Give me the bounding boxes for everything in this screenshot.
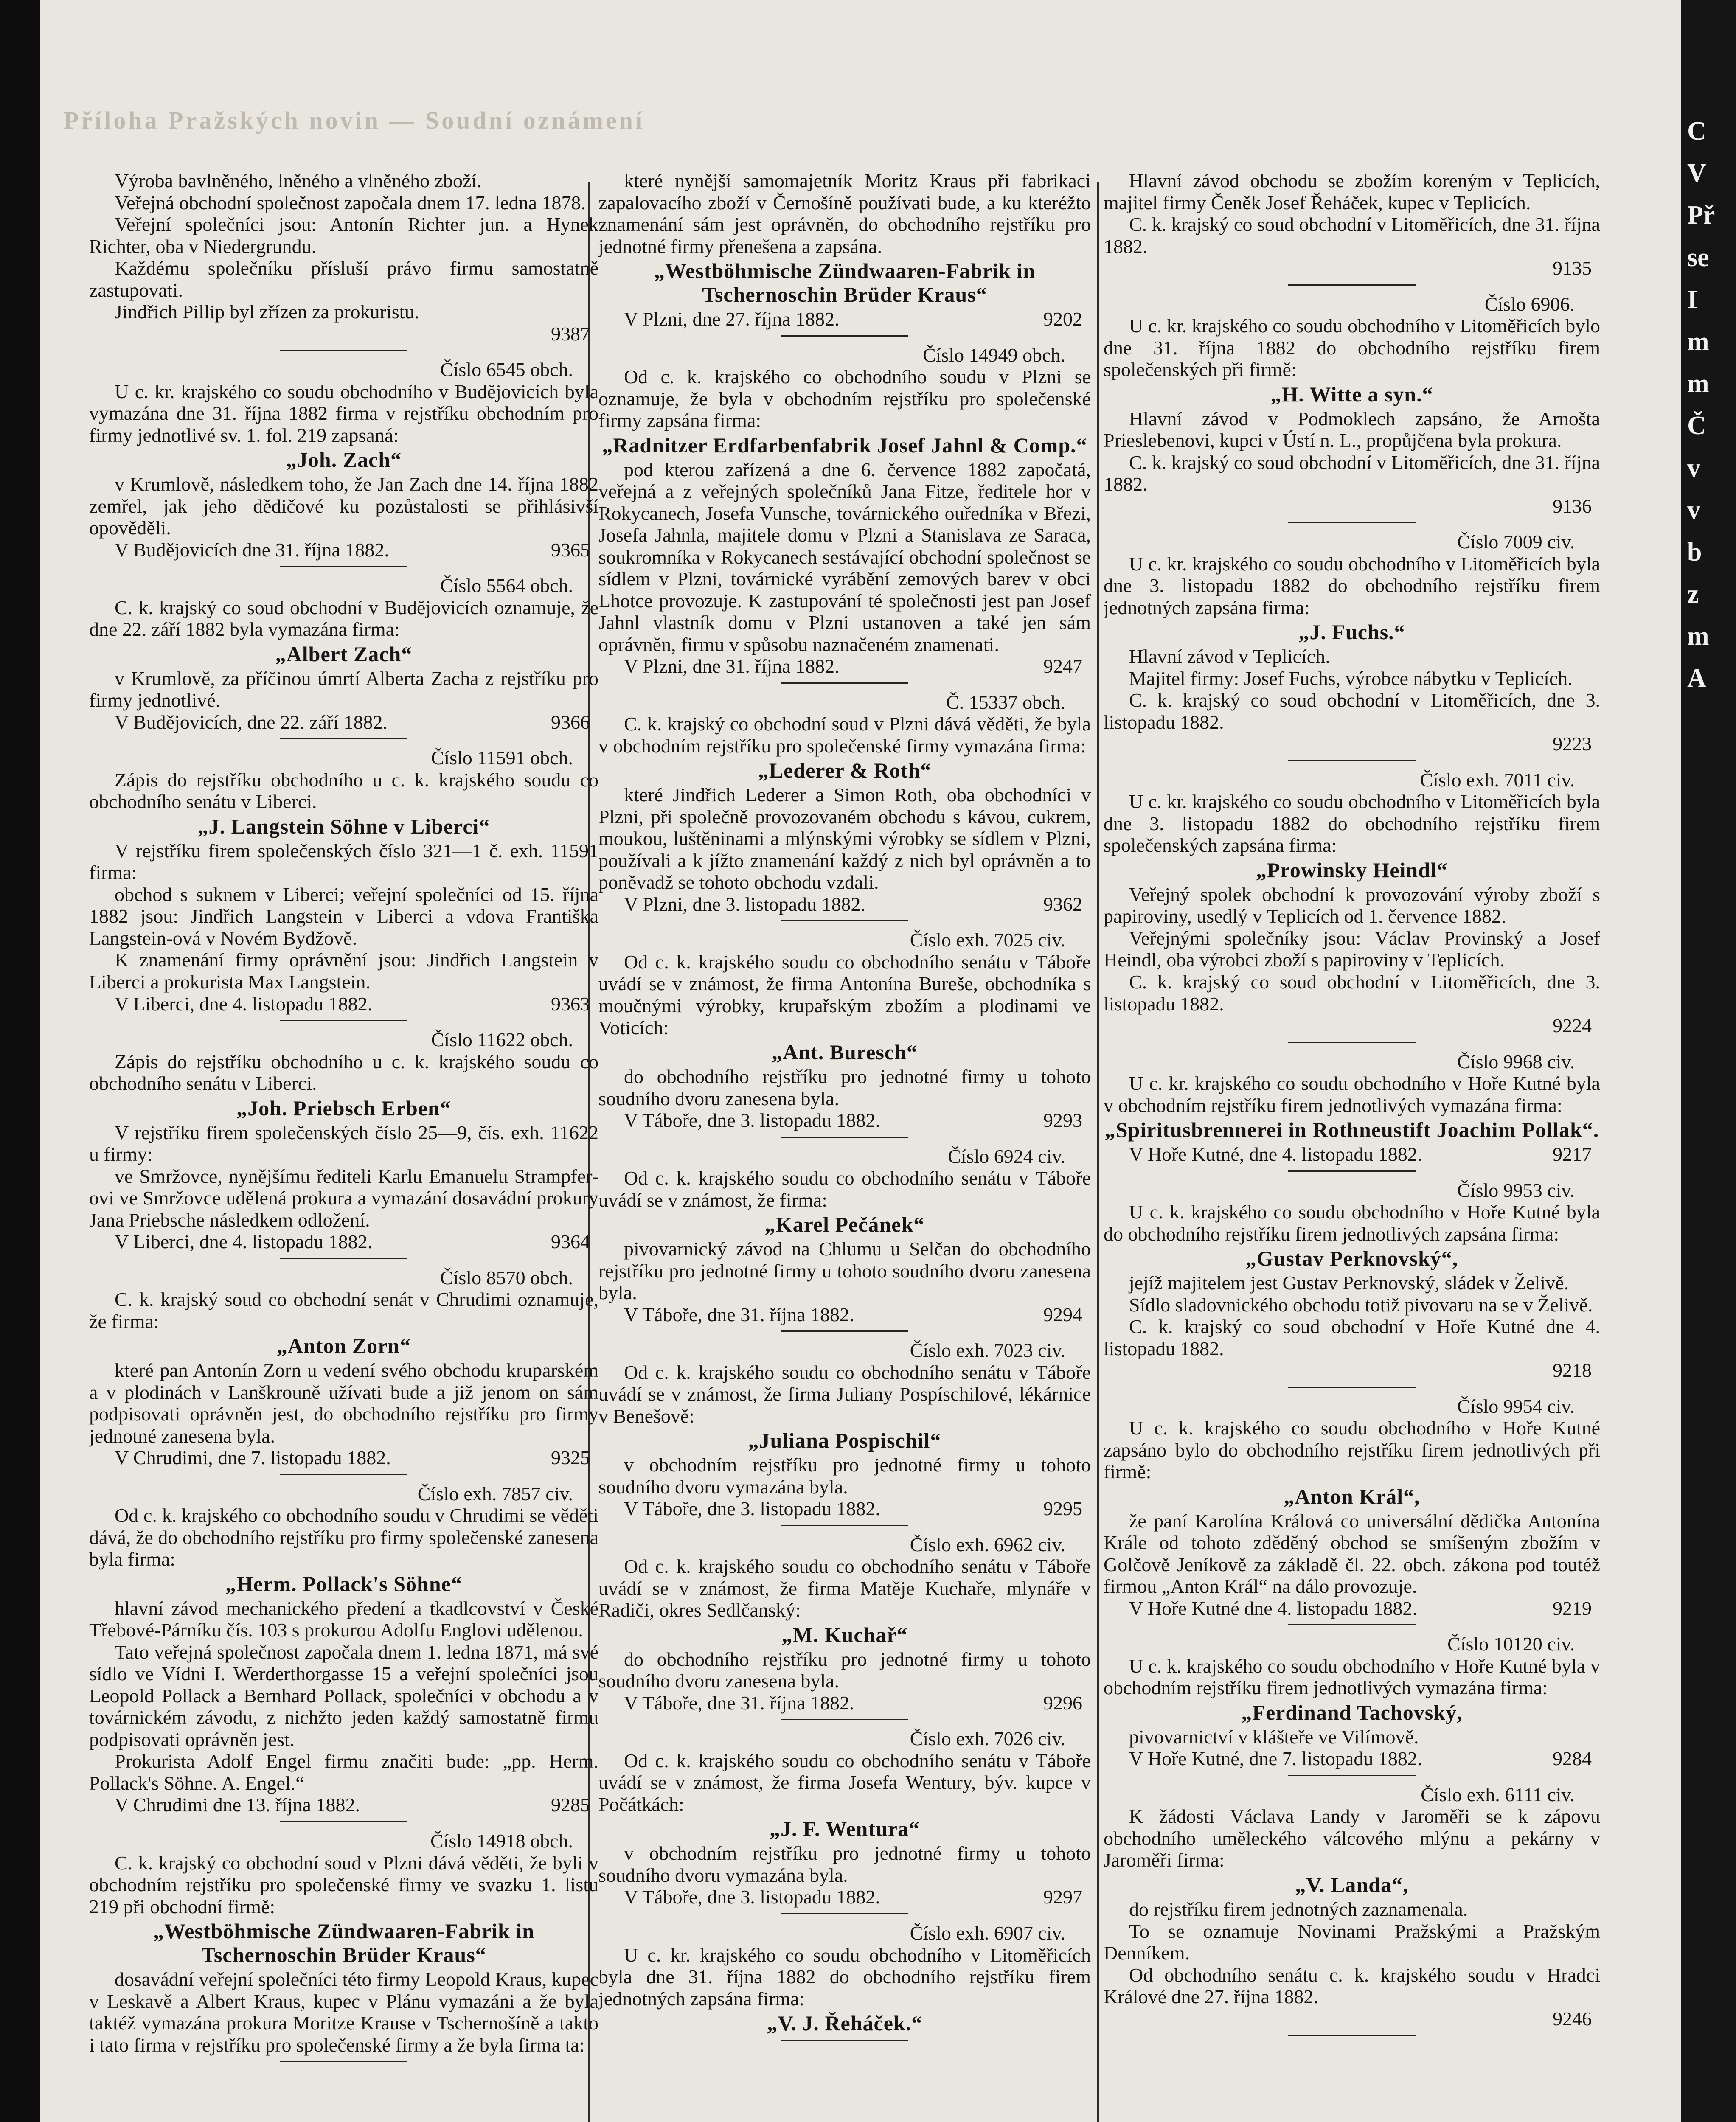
notice-place-date: V Budějovicích dne 31. října 1882. [115, 539, 389, 561]
notice-paragraph: do obchodního rejstříku pro jednotné firmy u tohoto soudního dvoru zanesena byla. [598, 1066, 1091, 1109]
court-notice [598, 929, 1091, 1137]
notice-id: 9366 [551, 711, 590, 733]
notice-id: 9246 [1553, 2007, 1592, 2029]
notice-id: 9294 [1043, 1303, 1082, 1325]
notice-paragraph: do obchodního rejstříku pro jednotné firmy u tohoto soudního dvoru zanesena byla. [598, 1648, 1091, 1692]
notice-paragraph: do rejstříku firem jednotných zaznamenala. [1129, 1898, 1468, 1920]
notice-id: 9135 [1553, 257, 1592, 279]
fragment-letter: Č [1687, 411, 1706, 441]
notice-number: Číslo 14918 obch. [430, 1830, 573, 1852]
notice-paragraph: Od obchodního senátu c. k. krajského soudu v Hradci Králové dne 27. října 1882. [1104, 1964, 1600, 2008]
notice-number: Číslo 11622 obch. [431, 1029, 573, 1051]
fragment-letter: A [1687, 664, 1706, 693]
notice-divider [280, 1020, 407, 1021]
notice-number: Číslo 6906. [1484, 293, 1575, 315]
notice-id: 9247 [1043, 655, 1082, 677]
notice-divider [781, 1137, 908, 1138]
notice-paragraph: Od c. k. krajského soudu co obchodního senátu v Táboře uvádí se v známost, že firma Juliany Pospíschilové, lékárnice v Benešově: [598, 1361, 1091, 1427]
notice-paragraph: Majitel firmy: Josef Fuchs, výrobce nábytku v Teplicích. [1129, 667, 1573, 689]
fragment-letter: v [1687, 495, 1700, 525]
notice-number: Číslo 9953 civ. [1457, 1179, 1575, 1201]
notice-paragraph: K žádosti Václava Landy v Jaroměři se k zápovu obchodního uměleckého válcového mlýnu a pekárny v Jaroměři firma: [1104, 1805, 1600, 1871]
notice-paragraph: Hlavní závod v Teplicích. [1129, 646, 1330, 668]
notice-divider [781, 2040, 908, 2041]
notice-paragraph: Hlavní závod obchodu se zbožím koreným v Teplicích, majitel firmy Čeněk Josef Řeháček, kupec v Teplicích. [1104, 170, 1600, 213]
notice-number: Číslo 10120 civ. [1447, 1633, 1575, 1655]
notice-paragraph: pivovarnictví v klášteře ve Vilímově. [1129, 1726, 1419, 1748]
notice-paragraph: jejíž majitelem jest Gustav Perknovský, sládek v Želivě. [1129, 1272, 1569, 1294]
notice-place-date: V Táboře, dne 31. října 1882. [624, 1692, 854, 1714]
court-notice [89, 747, 598, 1021]
notice-paragraph: v Krumlově, za příčinou úmrtí Alberta Zacha z rejstříku pro firmy jednotlivé. [89, 667, 598, 711]
notice-paragraph: v obchodním rejstříku pro jednotné firmy u tohoto soudního dvoru vymazána byla. [598, 1454, 1091, 1498]
notice-paragraph: Prokurista Adolf Engel firmu značiti bude: „pp. Herm. Pollack's Söhne. A. Engel.“ [89, 1750, 598, 1794]
notice-id: 9293 [1043, 1109, 1082, 1131]
notice-number: Číslo exh. 6111 civ. [1421, 1783, 1575, 1805]
fragment-letter: C [1687, 117, 1706, 146]
notice-place-date: V Budějovicích, dne 22. září 1882. [115, 711, 388, 733]
notice-footer [1104, 1359, 1600, 1381]
notice-id: 9285 [551, 1794, 590, 1816]
notice-divider [280, 738, 407, 739]
notice-id: 9296 [1043, 1692, 1082, 1714]
court-notice [89, 1830, 598, 2062]
notice-paragraph: V rejstříku firem společenských číslo 321—1 č. exh. 11591 firma: [89, 839, 598, 884]
notice-number: Číslo exh. 7023 civ. [910, 1339, 1065, 1361]
notice-place-date: V Liberci, dne 4. listopadu 1882. [115, 993, 373, 1015]
fragment-letter: b [1687, 537, 1702, 567]
notice-footer [598, 1304, 1091, 1326]
notice-divider [1288, 1042, 1416, 1043]
notice-id: 9365 [551, 539, 590, 561]
notice-divider [781, 1330, 908, 1332]
notice-paragraph: Tato veřejná společnost započala dnem 1. ledna 1871, má své sídlo ve Vídni I. Werderthorgasse 15 a veřejní společníci jsou Leopold Pollack a Bernhard Pollack, společníci v obchodu a v továrnickém závodu, z nichžto jeden každý samostatně firmu podpisovati oprávněn jest. [89, 1641, 598, 1750]
court-notice [1104, 1395, 1600, 1626]
fragment-letter: v [1687, 453, 1700, 483]
court-notice [598, 691, 1091, 922]
fragment-letter: se [1687, 243, 1709, 272]
notice-footer [598, 1692, 1091, 1714]
notice-paragraph: Každému společníku přísluší právo firmu samostatně zastupovati. [89, 257, 598, 301]
court-notice [598, 1339, 1091, 1526]
notice-paragraph: C. k. krajský co soud obchodní v Litoměřicích, dne 31. října 1882. [1104, 451, 1600, 495]
court-notice [89, 1267, 598, 1475]
notice-paragraph: Od c. k. krajského co obchodního soudu v Chrudimi se věděti dává, že do obchodního rejstříku pro firmy společenské zanesena byla firma: [89, 1504, 598, 1570]
notice-divider [1288, 284, 1416, 286]
notice-paragraph: že paní Karolína Králová co universální dědička Antonína Krále od tohoto zděděný obchod se smíšeným zbožím v Golčově Jeníkově za základě čl. 22. obch. zákona pod toutéž firmou „Anton Král“ na dálo provozuje. [1104, 1510, 1600, 1597]
notice-paragraph: Zápis do rejstříku obchodního u c. k. krajského soudu co obchodního senátu v Liberci. [89, 1050, 598, 1095]
notice-number: Číslo exh. 6907 civ. [910, 1922, 1065, 1944]
column-2 [598, 170, 1091, 2122]
header-strip [64, 106, 1677, 153]
notice-place-date: V Chrudimi dne 13. října 1882. [115, 1794, 360, 1816]
notice-paragraph: které Jindřich Lederer a Simon Roth, oba obchodníci v Plzni, při společně provozovaném obchodu s kávou, cukrem, moukou, luštěninami a mlýnskými výrobky se sídlem v Plzni, používali a k jížto znamenání každý z nich byl oprávněn a to poněvadž se tohoto obchodu vzdali. [598, 784, 1091, 893]
notice-paragraph: U c. k. krajského co soudu obchodního v Hoře Kutné zapsáno bylo do obchodního rejstříku firem jednotlivých při firmě: [1104, 1417, 1600, 1483]
notice-paragraph: které nynější samomajetník Moritz Kraus při fabrikaci zapalovacího zboží v Černošíně používati bude, a ku kteréžto znamenání sám jest oprávněn, do obchodního rejstříku pro jednotné firmy přenešena a zapsána. [598, 170, 1091, 257]
firm-name: „M. Kuchař“ [781, 1622, 908, 1647]
court-notice [89, 170, 598, 351]
court-notice [89, 575, 598, 739]
court-notice [598, 1145, 1091, 1332]
court-notice [1104, 170, 1600, 286]
notice-divider [1288, 1170, 1416, 1172]
notice-place-date: V Hoře Kutné, dne 7. listopadu 1882. [1129, 1748, 1422, 1770]
notice-place-date: V Táboře, dne 3. listopadu 1882. [624, 1886, 880, 1908]
notice-paragraph: C. k. krajský co soud obchodní v Litoměřicích, dne 31. října 1882. [1104, 213, 1600, 257]
firm-name: „Anton Zorn“ [276, 1334, 411, 1358]
notice-footer [598, 655, 1091, 677]
notice-footer [89, 1447, 598, 1469]
court-notice [598, 1728, 1091, 1914]
notice-id: 9325 [551, 1447, 590, 1469]
notice-paragraph: které pan Antonín Zorn u vedení svého obchodu kruparském a v plodinách v Lanškrouně užívati bude a již jenom on sám podpisovati oprávněn jest, do obchodního rejstříku pro firmy jednotné zanesena byla. [89, 1359, 598, 1447]
notice-footer [89, 1231, 598, 1253]
notice-footer [89, 323, 598, 345]
court-notice [89, 359, 598, 567]
fragment-letter: m [1687, 622, 1709, 651]
notice-paragraph: obchod s suknem v Liberci; veřejní společníci od 15. října 1882 jsou: Jindřich Langstein v Liberci a vdova Františka Langstein-ová v Novém Bydžově. [89, 883, 598, 949]
notice-paragraph: C. k. krajský co soud obchodní v Hoře Kutné dne 4. listopadu 1882. [1104, 1316, 1600, 1359]
notice-divider [781, 1719, 908, 1720]
notice-footer [1104, 2008, 1600, 2030]
notice-divider [1288, 1775, 1416, 1776]
court-notice [89, 1029, 598, 1259]
firm-name: „J. Fuchs.“ [1298, 620, 1405, 644]
firm-name: „V. J. Řeháček.“ [767, 2011, 923, 2035]
notice-footer [1104, 1143, 1600, 1165]
firm-name: „Spiritusbrennerei in Rothneustift Joachim Pollak“. [1104, 1118, 1599, 1142]
notice-paragraph: Od c. k. krajského co obchodního soudu v Plzni se oznamuje, že byla v obchodním rejstříku pro společenské firmy zapsána firma: [598, 366, 1091, 432]
notice-paragraph: Od c. k. krajského soudu co obchodního senátu v Táboře uvádí se v známost, že firma Matěje Kuchaře, mlynáře v Radiči, okres Sedlčanský: [598, 1555, 1091, 1621]
notice-paragraph: U c. kr. krajského co soudu obchodního v Budějovicích byla vymazána dne 31. října 1882 firma v rejstříku obchodním pro firmy jednotlivé sv. 1. fol. 219 zapsaná: [89, 380, 598, 446]
notice-paragraph: ve Smržovce, nynějšímu řediteli Karlu Emanuelu Strampfer-ovi ve Smržovce udělená prokura a vymazání dosavádní prokury Jana Priebsche následkem odložení. [89, 1165, 598, 1231]
firm-name: „Herm. Pollack's Söhne“ [225, 1572, 462, 1596]
firm-name: „Prowinsky Heindl“ [1256, 858, 1448, 882]
notice-paragraph: Sídlo sladovnického obchodu totiž pivovaru na se v Želivě. [1129, 1294, 1593, 1316]
firm-name: „Westböhmische Zündwaaren-Fabrik in Tschernoschin Brüder Kraus“ [153, 1919, 535, 1967]
notice-paragraph: v Krumlově, následkem toho, že Jan Zach dne 14. října 1882 zemřel, jak jeho dědičové ku pozůstalosti se přihlásivší opověděli. [89, 473, 598, 539]
notice-paragraph: To se oznamuje Novinami Pražskými a Pražským Denníkem. [1104, 1920, 1600, 1964]
fragment-letter: z [1687, 580, 1699, 609]
notice-place-date: V Hoře Kutné dne 4. listopadu 1882. [1129, 1597, 1417, 1619]
notice-footer [1104, 1748, 1600, 1770]
fragment-letter: m [1687, 369, 1709, 399]
notice-paragraph: C. k. krajský co soud obchodní v Litoměřicích, dne 3. listopadu 1882. [1104, 689, 1600, 733]
notice-paragraph: C. k. krajský co obchodní soud v Plzni dává věděti, že byla v obchodním rejstříku pro společenské firmy vymazána firma: [598, 713, 1091, 757]
notice-id: 9364 [551, 1231, 590, 1253]
notice-divider [1288, 1624, 1416, 1625]
notice-paragraph: Výroba bavlněného, lněného a vlněného zboží. [115, 170, 482, 191]
court-notice [1104, 1179, 1600, 1388]
notice-id: 9297 [1043, 1886, 1082, 1908]
notice-number: Číslo 14949 obch. [922, 344, 1065, 366]
column-rule-2 [1097, 182, 1099, 2122]
notice-place-date: V Hoře Kutné, dne 4. listopadu 1882. [1129, 1143, 1422, 1165]
notice-divider [781, 1525, 908, 1526]
notice-number: Číslo 11591 obch. [431, 747, 573, 769]
notice-place-date: V Táboře, dne 3. listopadu 1882. [624, 1498, 880, 1520]
notice-divider [781, 682, 908, 684]
firm-name: „Albert Zach“ [275, 642, 413, 666]
firm-name: „Westböhmische Zündwaaren-Fabrik in Tschernoschin Brüder Kraus“ [654, 259, 1036, 307]
notice-place-date: V Táboře, dne 3. listopadu 1882. [624, 1109, 880, 1131]
firm-name: „Lederer & Roth“ [758, 758, 932, 783]
header-faint-title: Příloha Pražských novin — Soudní oznámení [64, 107, 645, 134]
notice-divider [1288, 1387, 1416, 1388]
notice-divider [280, 566, 407, 567]
notice-paragraph: U c. kr. krajského co soudu obchodního v Litoměřicích bylo dne 31. října 1882 do obchodního rejstříku firem společenských při firmě: [1104, 315, 1600, 381]
notice-id: 9284 [1553, 1748, 1592, 1770]
notice-paragraph: C. k. krajský co obchodní soud v Plzni dává věděti, že byli v obchodním rejstříku pro společenské firmy ve svazku 1. listu 219 při obchodní firmě: [89, 1852, 598, 1917]
notice-paragraph: U c. kr. krajského co soudu obchodního v Litoměřicích byla dne 31. října 1882 do obchodního rejstříku firem jednotných zapsána firma: [598, 1944, 1091, 2010]
notice-paragraph: hlavní závod mechanického předení a tkadlcovství v České Třebové-Párníku čís. 103 s prokurou Adolfu Englovi udělenou. [89, 1597, 598, 1641]
court-notice [1104, 293, 1600, 524]
firm-name: „H. Witte a syn.“ [1270, 382, 1433, 406]
notice-paragraph: pod kterou zařízená a dne 6. července 1882 započatá, veřejná a z veřejných společníků Jana Fitze, ředitele hor v Rokycanech, Josefa Vunsche, továrnického ouředníka v Březi, Josefa Jahnla, majitele domu v Plzni a Stanislava ze Saraca, soukromníka v Rokycanech sestávající obchodní společnost se sídlem v Plzni, továrnické vyrábění zemových barev v obci Lhotce provozuje. K zastupování té společnosti jest pan Josef Jahnl vlastník domu v Plzni ustanoven a také jen sám oprávněn, firmu v spůsobu naznačeném znamenati. [598, 458, 1091, 655]
notice-id: 9202 [1043, 308, 1082, 330]
court-notice [1104, 769, 1600, 1043]
notice-divider [781, 1913, 908, 1914]
fragment-letter: V [1687, 159, 1706, 188]
firm-name: „Ant. Buresch“ [772, 1040, 918, 1064]
notice-footer [89, 1794, 598, 1816]
notice-paragraph: Od c. k. krajského soudu co obchodního senátu v Táboře uvádí se v známost, že firma Josefa Wentury, býv. kupce v Počátkách: [598, 1749, 1091, 1815]
court-notice [1104, 1051, 1600, 1172]
notice-id: 9224 [1553, 1015, 1592, 1037]
notice-divider [1288, 760, 1416, 761]
notice-paragraph: Od c. k. krajského soudu co obchodního senátu v Táboře uvádí se v známost, že firma: [598, 1167, 1091, 1211]
notice-number: Číslo exh. 6962 civ. [910, 1533, 1065, 1555]
notice-divider [280, 1258, 407, 1259]
notice-paragraph: C. k. krajský co soud obchodní v Budějovicích oznamuje, že dne 22. září 1882 byla vymazána firma: [89, 596, 598, 640]
notice-number: Číslo exh. 7025 civ. [910, 929, 1065, 951]
notice-footer [1104, 257, 1600, 279]
notice-id: 9219 [1553, 1597, 1592, 1619]
fragment-letter: m [1687, 327, 1709, 356]
notice-paragraph: Od c. k. krajského soudu co obchodního senátu v Táboře uvádí se v známost, že firma Antonína Bureše, obchodníka s moučnými výrobky, krupařským zbožím a plodinami ve Voticích: [598, 951, 1091, 1039]
firm-name: „Radnitzer Erdfarbenfabrik Josef Jahnl & Comp.“ [602, 433, 1087, 457]
notice-footer [1104, 1015, 1600, 1037]
notice-paragraph: dosavádní veřejní společníci této firmy Leopold Kraus, kupec v Leskavě a Albert Kraus, kupec v Plánu vymazáni a že byla taktéž vymazána prokura Moritze Krause v Tschernošíně a takto i tato firma v rejstříku pro společenské firmy a že byla firma ta: [89, 1968, 598, 2056]
firm-name: „Joh. Priebsch Erben“ [236, 1096, 451, 1120]
court-notice [1104, 1784, 1600, 2036]
court-notice [1104, 531, 1600, 761]
notice-paragraph: C. k. krajský soud co obchodní senát v Chrudimi oznamuje, že firma: [89, 1288, 598, 1332]
notice-id: 9295 [1043, 1498, 1082, 1520]
notice-footer [89, 711, 598, 733]
court-notice [598, 344, 1091, 684]
court-notice [598, 1534, 1091, 1721]
firm-name: „Juliana Pospischil“ [748, 1429, 941, 1453]
notice-divider [1288, 2035, 1416, 2036]
notice-paragraph: Zápis do rejstříku obchodního u c. k. krajského soudu co obchodního senátu v Liberci. [89, 769, 598, 813]
notice-paragraph: v obchodním rejstříku pro jednotné firmy u tohoto soudního dvoru vymazána byla. [598, 1842, 1091, 1886]
next-page-fragment [1687, 110, 1736, 2122]
notice-divider [280, 1474, 407, 1475]
notice-paragraph: Veřejní společníci jsou: Antonín Richter jun. a Hynek Richter, oba v Niedergrundu. [89, 213, 598, 257]
firm-name: „Karel Pečánek“ [764, 1213, 925, 1237]
notice-number: Číslo 9954 civ. [1457, 1395, 1575, 1417]
firm-name: „Gustav Perknovský“, [1245, 1246, 1458, 1271]
notice-paragraph: U c. kr. krajského co soudu obchodního v Litoměřicích byla dne 3. listopadu 1882 do obchodního rejstříku firem společenských zapsána firma: [1104, 791, 1600, 856]
notice-place-date: V Chrudimi, dne 7. listopadu 1882. [115, 1447, 391, 1469]
notice-number: Číslo exh. 7026 civ. [910, 1728, 1065, 1750]
column-3 [1104, 170, 1600, 2122]
notice-paragraph: K znamenání firmy oprávnění jsou: Jindřich Langstein v Liberci a prokurista Max Langstein. [89, 949, 598, 993]
court-notice [1104, 1633, 1600, 1776]
notice-footer [598, 1109, 1091, 1131]
notice-paragraph: Veřejná obchodní společnost započala dnem 17. ledna 1878. [115, 191, 586, 213]
notice-id: 9362 [1043, 893, 1082, 915]
column-1 [89, 170, 598, 2122]
notice-footer [598, 893, 1091, 915]
notice-footer [89, 539, 598, 561]
notice-number: Číslo 7009 civ. [1457, 531, 1575, 553]
firm-name: „J. Langstein Söhne v Liberci“ [197, 814, 490, 838]
notice-paragraph: V rejstříku firem společenských číslo 25—9, čís. exh. 11622 u firmy: [89, 1121, 598, 1165]
notice-paragraph: U c. kr. krajského co soudu obchodního v Hoře Kutné byla v obchodním rejstříku firem jednotlivých vymazána firma: [1104, 1072, 1600, 1116]
notice-number: Číslo 6545 obch. [440, 359, 573, 381]
notice-divider [280, 350, 407, 351]
notice-number: Č. 15337 obch. [946, 691, 1065, 713]
notice-id: 9223 [1553, 733, 1592, 755]
notice-id: 9363 [551, 993, 590, 1015]
notice-place-date: V Liberci, dne 4. listopadu 1882. [115, 1231, 373, 1253]
notice-paragraph: Veřejnými společníky jsou: Václav Provinský a Josef Heindl, oba výrobci zboží s papiroviny v Teplicích. [1104, 927, 1600, 971]
fragment-letter: Př [1687, 201, 1715, 230]
notice-paragraph: Veřejný spolek obchodní k provozování výroby zboží s papiroviny, usedlý v Teplicích od 1. července 1882. [1104, 883, 1600, 927]
notice-place-date: V Táboře, dne 31. října 1882. [624, 1303, 854, 1325]
notice-footer [89, 993, 598, 1015]
notice-number: Číslo 9968 civ. [1457, 1050, 1575, 1072]
page-edge-left [0, 0, 40, 2122]
notice-place-date: V Plzni, dne 3. listopadu 1882. [624, 893, 866, 915]
notice-footer [1104, 1597, 1600, 1620]
notice-footer [598, 1498, 1091, 1520]
court-notice [598, 170, 1091, 337]
fragment-letter: I [1687, 285, 1698, 314]
notice-number: Číslo 5564 obch. [440, 575, 573, 597]
notice-footer [1104, 733, 1600, 755]
notice-number: Číslo exh. 7857 civ. [417, 1482, 573, 1504]
court-notice [89, 1483, 598, 1822]
firm-name: „Ferdinand Tachovský, [1241, 1700, 1463, 1724]
notice-divider [280, 1821, 407, 1822]
court-notice [598, 1922, 1091, 2041]
notice-footer [598, 1886, 1091, 1908]
notice-number: Číslo 8570 obch. [440, 1266, 573, 1288]
notice-paragraph: C. k. krajský co soud obchodní v Litoměřicích, dne 3. listopadu 1882. [1104, 971, 1600, 1015]
notice-number: Číslo 6924 civ. [948, 1145, 1065, 1167]
firm-name: „V. Landa“, [1295, 1873, 1409, 1897]
notice-number: Číslo exh. 7011 civ. [1420, 769, 1575, 791]
notice-paragraph: pivovarnický závod na Chlumu u Selčan do obchodního rejstříku pro jednotné firmy u tohoto soudního dvoru zanesena byla. [598, 1238, 1091, 1304]
notice-id: 9136 [1553, 495, 1592, 517]
firm-name: „Anton Král“, [1284, 1484, 1420, 1508]
firm-name: „Joh. Zach“ [286, 448, 402, 472]
notice-paragraph: U c. k. krajského co soudu obchodního v Hoře Kutné byla do obchodního rejstříku firem jednotlivých zapsána firma: [1104, 1201, 1600, 1245]
notice-divider [781, 335, 908, 337]
firm-name: „J. F. Wentura“ [770, 1817, 920, 1841]
notice-paragraph: U c. k. krajského co soudu obchodního v Hoře Kutné byla v obchodním rejstříku firem jednotlivých vymazána firma: [1104, 1655, 1600, 1699]
notice-paragraph: Hlavní závod v Podmoklech zapsáno, že Arnošta Prieslebenovi, kupci v Ústí n. L., propůjčena byla prokura. [1104, 407, 1600, 452]
notice-divider [781, 920, 908, 921]
notice-paragraph: U c. kr. krajského co soudu obchodního v Litoměřicích byla dne 3. listopadu 1882 do obchodního rejstříku firem jednotných zapsána firma: [1104, 553, 1600, 618]
notice-place-date: V Plzni, dne 27. října 1882. [624, 308, 840, 330]
notice-divider [280, 2061, 407, 2062]
notice-divider [1288, 522, 1416, 523]
notice-footer [598, 308, 1091, 330]
notice-paragraph: Jindřich Pillip byl zřízen za prokuristu. [115, 301, 419, 323]
notice-id: 9218 [1553, 1359, 1592, 1381]
notice-footer [1104, 495, 1600, 517]
notice-id: 9387 [551, 323, 590, 345]
notice-place-date: V Plzni, dne 31. října 1882. [624, 655, 840, 677]
notice-id: 9217 [1553, 1143, 1592, 1165]
